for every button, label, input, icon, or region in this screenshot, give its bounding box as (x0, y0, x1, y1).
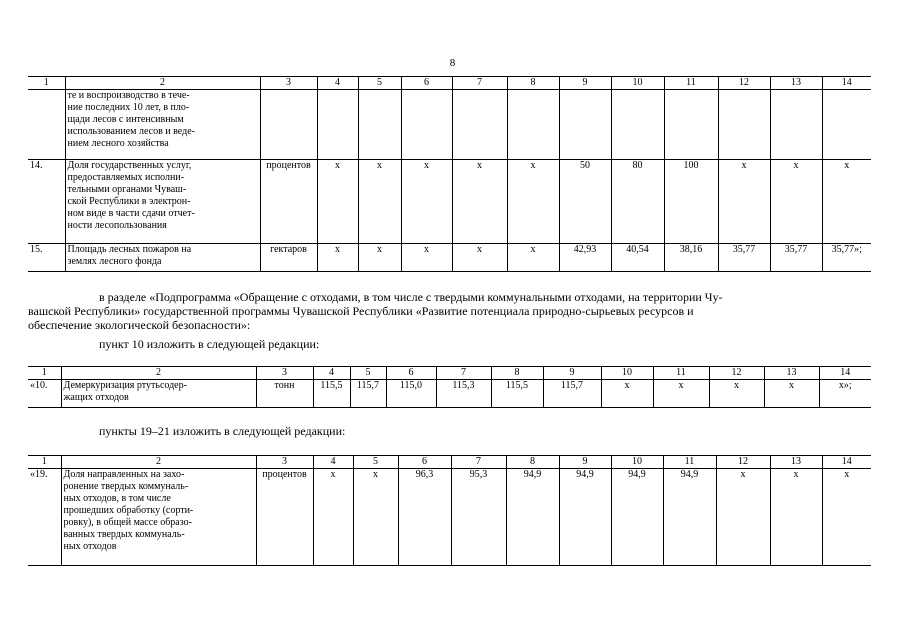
value-cell: 115,3 (436, 380, 491, 408)
col-header: 6 (386, 367, 436, 380)
paragraph-section-intro: в разделе «Подпрограмма «Обращение с отходами, в том числе с твердыми коммунальными отходами, на территории Чу- вашской Республики» государственной программы Чувашской Республики «Развитие потенциала природно-сырьевых ресурсов и обеспечение экологической безопасности»: (28, 290, 723, 332)
page-number: 8 (449, 57, 456, 69)
value-cell: х (317, 160, 358, 244)
value-cell: х (358, 244, 401, 272)
col-header: 2 (61, 456, 256, 469)
value-cell: х (317, 244, 358, 272)
value-cell: 94,9 (663, 469, 716, 566)
col-header: 14 (822, 456, 871, 469)
indicator-name: те и воспроизводство в тече- ние последних 10 лет, в пло- щади лесов с интенсивным использованием лесов и веде- нием лесного хозяйства (65, 90, 260, 160)
indicator-name: Демеркуризация ртутьсодер- жащих отходов (61, 380, 256, 408)
col-header: 11 (664, 77, 718, 90)
col-header: 9 (559, 456, 611, 469)
row-number: «19. (28, 469, 61, 566)
col-header: 12 (709, 367, 764, 380)
col-header: 5 (358, 77, 401, 90)
table-row (28, 244, 871, 272)
value-cell: х (718, 160, 770, 244)
value-cell: 35,77 (718, 244, 770, 272)
col-header: 2 (61, 367, 256, 380)
col-header: 6 (398, 456, 451, 469)
value-cell: 94,9 (611, 469, 663, 566)
unit-cell: процентов (256, 469, 313, 566)
value-cell: х (353, 469, 398, 566)
value-cell: х (764, 380, 819, 408)
col-header: 11 (663, 456, 716, 469)
value-cell: х (401, 160, 452, 244)
col-header: 1 (28, 77, 65, 90)
col-header: 3 (260, 77, 317, 90)
value-cell: х (770, 160, 822, 244)
col-header: 3 (256, 456, 313, 469)
col-header: 12 (716, 456, 770, 469)
table-row (28, 160, 871, 244)
unit-cell: гектаров (260, 244, 317, 272)
col-header: 1 (28, 367, 61, 380)
col-header: 13 (764, 367, 819, 380)
col-header: 11 (653, 367, 709, 380)
value-cell: 40,54 (611, 244, 664, 272)
unit-cell: тонн (256, 380, 313, 408)
col-header: 7 (436, 367, 491, 380)
col-header: 5 (350, 367, 386, 380)
value-cell: х (313, 469, 353, 566)
col-header: 7 (451, 456, 506, 469)
value-cell: 80 (611, 160, 664, 244)
col-header: 13 (770, 456, 822, 469)
value-cell: х (452, 160, 507, 244)
col-header: 4 (313, 456, 353, 469)
indicators-table-forestry (28, 76, 871, 272)
col-header: 9 (543, 367, 601, 380)
value-cell: х (507, 244, 559, 272)
col-header: 6 (401, 77, 452, 90)
value-cell: 115,7 (543, 380, 601, 408)
col-header: 10 (601, 367, 653, 380)
value-cell: 94,9 (506, 469, 559, 566)
table-header-row (28, 367, 871, 380)
value-cell: 35,77 (770, 244, 822, 272)
indicator-name: Доля государственных услуг, предоставляемых исполни- тельными органами Чуваш- ской Республики в электрон- ном виде в части сдачи отчет- ности лесопользования (65, 160, 260, 244)
col-header: 5 (353, 456, 398, 469)
value-cell: 115,5 (313, 380, 350, 408)
table-header-row (28, 77, 871, 90)
col-header: 3 (256, 367, 313, 380)
indicator-name: Площадь лесных пожаров на землях лесного фонда (65, 244, 260, 272)
value-cell: х (822, 469, 871, 566)
value-cell: 38,16 (664, 244, 718, 272)
value-cell: 42,93 (559, 244, 611, 272)
value-cell: 95,3 (451, 469, 506, 566)
indicator-name: Доля направленных на захо- ронение твердых коммуналь- ных отходов, в том числе прошедших обработку (сорти- ровку), в общей массе образо- ванных твердых коммуналь- ных отходов (61, 469, 256, 566)
value-cell: х (401, 244, 452, 272)
value-cell: 115,7 (350, 380, 386, 408)
value-cell: 50 (559, 160, 611, 244)
value-cell: х (770, 469, 822, 566)
col-header: 4 (317, 77, 358, 90)
unit-cell: процентов (260, 160, 317, 244)
value-cell: 115,0 (386, 380, 436, 408)
table-row (28, 469, 871, 566)
col-header: 9 (559, 77, 611, 90)
value-cell: 100 (664, 160, 718, 244)
col-header: 2 (65, 77, 260, 90)
col-header: 14 (822, 77, 871, 90)
value-cell: 35,77»; (822, 244, 871, 272)
col-header: 13 (770, 77, 822, 90)
col-header: 1 (28, 456, 61, 469)
col-header: 10 (611, 456, 663, 469)
paragraph-items-19-21: пункты 19–21 изложить в следующей редакции: (99, 424, 346, 438)
value-cell: х (822, 160, 871, 244)
col-header: 7 (452, 77, 507, 90)
value-cell: х (709, 380, 764, 408)
col-header: 14 (819, 367, 871, 380)
value-cell: 115,5 (491, 380, 543, 408)
col-header: 10 (611, 77, 664, 90)
value-cell: х (601, 380, 653, 408)
table-header-row (28, 456, 871, 469)
row-number: 14. (28, 160, 65, 244)
row-number: «10. (28, 380, 61, 408)
indicators-table-item-10 (28, 366, 871, 408)
value-cell: х (716, 469, 770, 566)
col-header: 8 (507, 77, 559, 90)
value-cell: х»; (819, 380, 871, 408)
indicators-table-item-19 (28, 455, 871, 566)
value-cell: 94,9 (559, 469, 611, 566)
col-header: 4 (313, 367, 350, 380)
table-row-continuation (28, 90, 871, 160)
value-cell: х (358, 160, 401, 244)
value-cell: х (507, 160, 559, 244)
value-cell: 96,3 (398, 469, 451, 566)
row-number: 15. (28, 244, 65, 272)
col-header: 8 (506, 456, 559, 469)
col-header: 8 (491, 367, 543, 380)
table-row (28, 380, 871, 408)
paragraph-item-10: пункт 10 изложить в следующей редакции: (99, 337, 320, 351)
value-cell: х (452, 244, 507, 272)
col-header: 12 (718, 77, 770, 90)
value-cell: х (653, 380, 709, 408)
